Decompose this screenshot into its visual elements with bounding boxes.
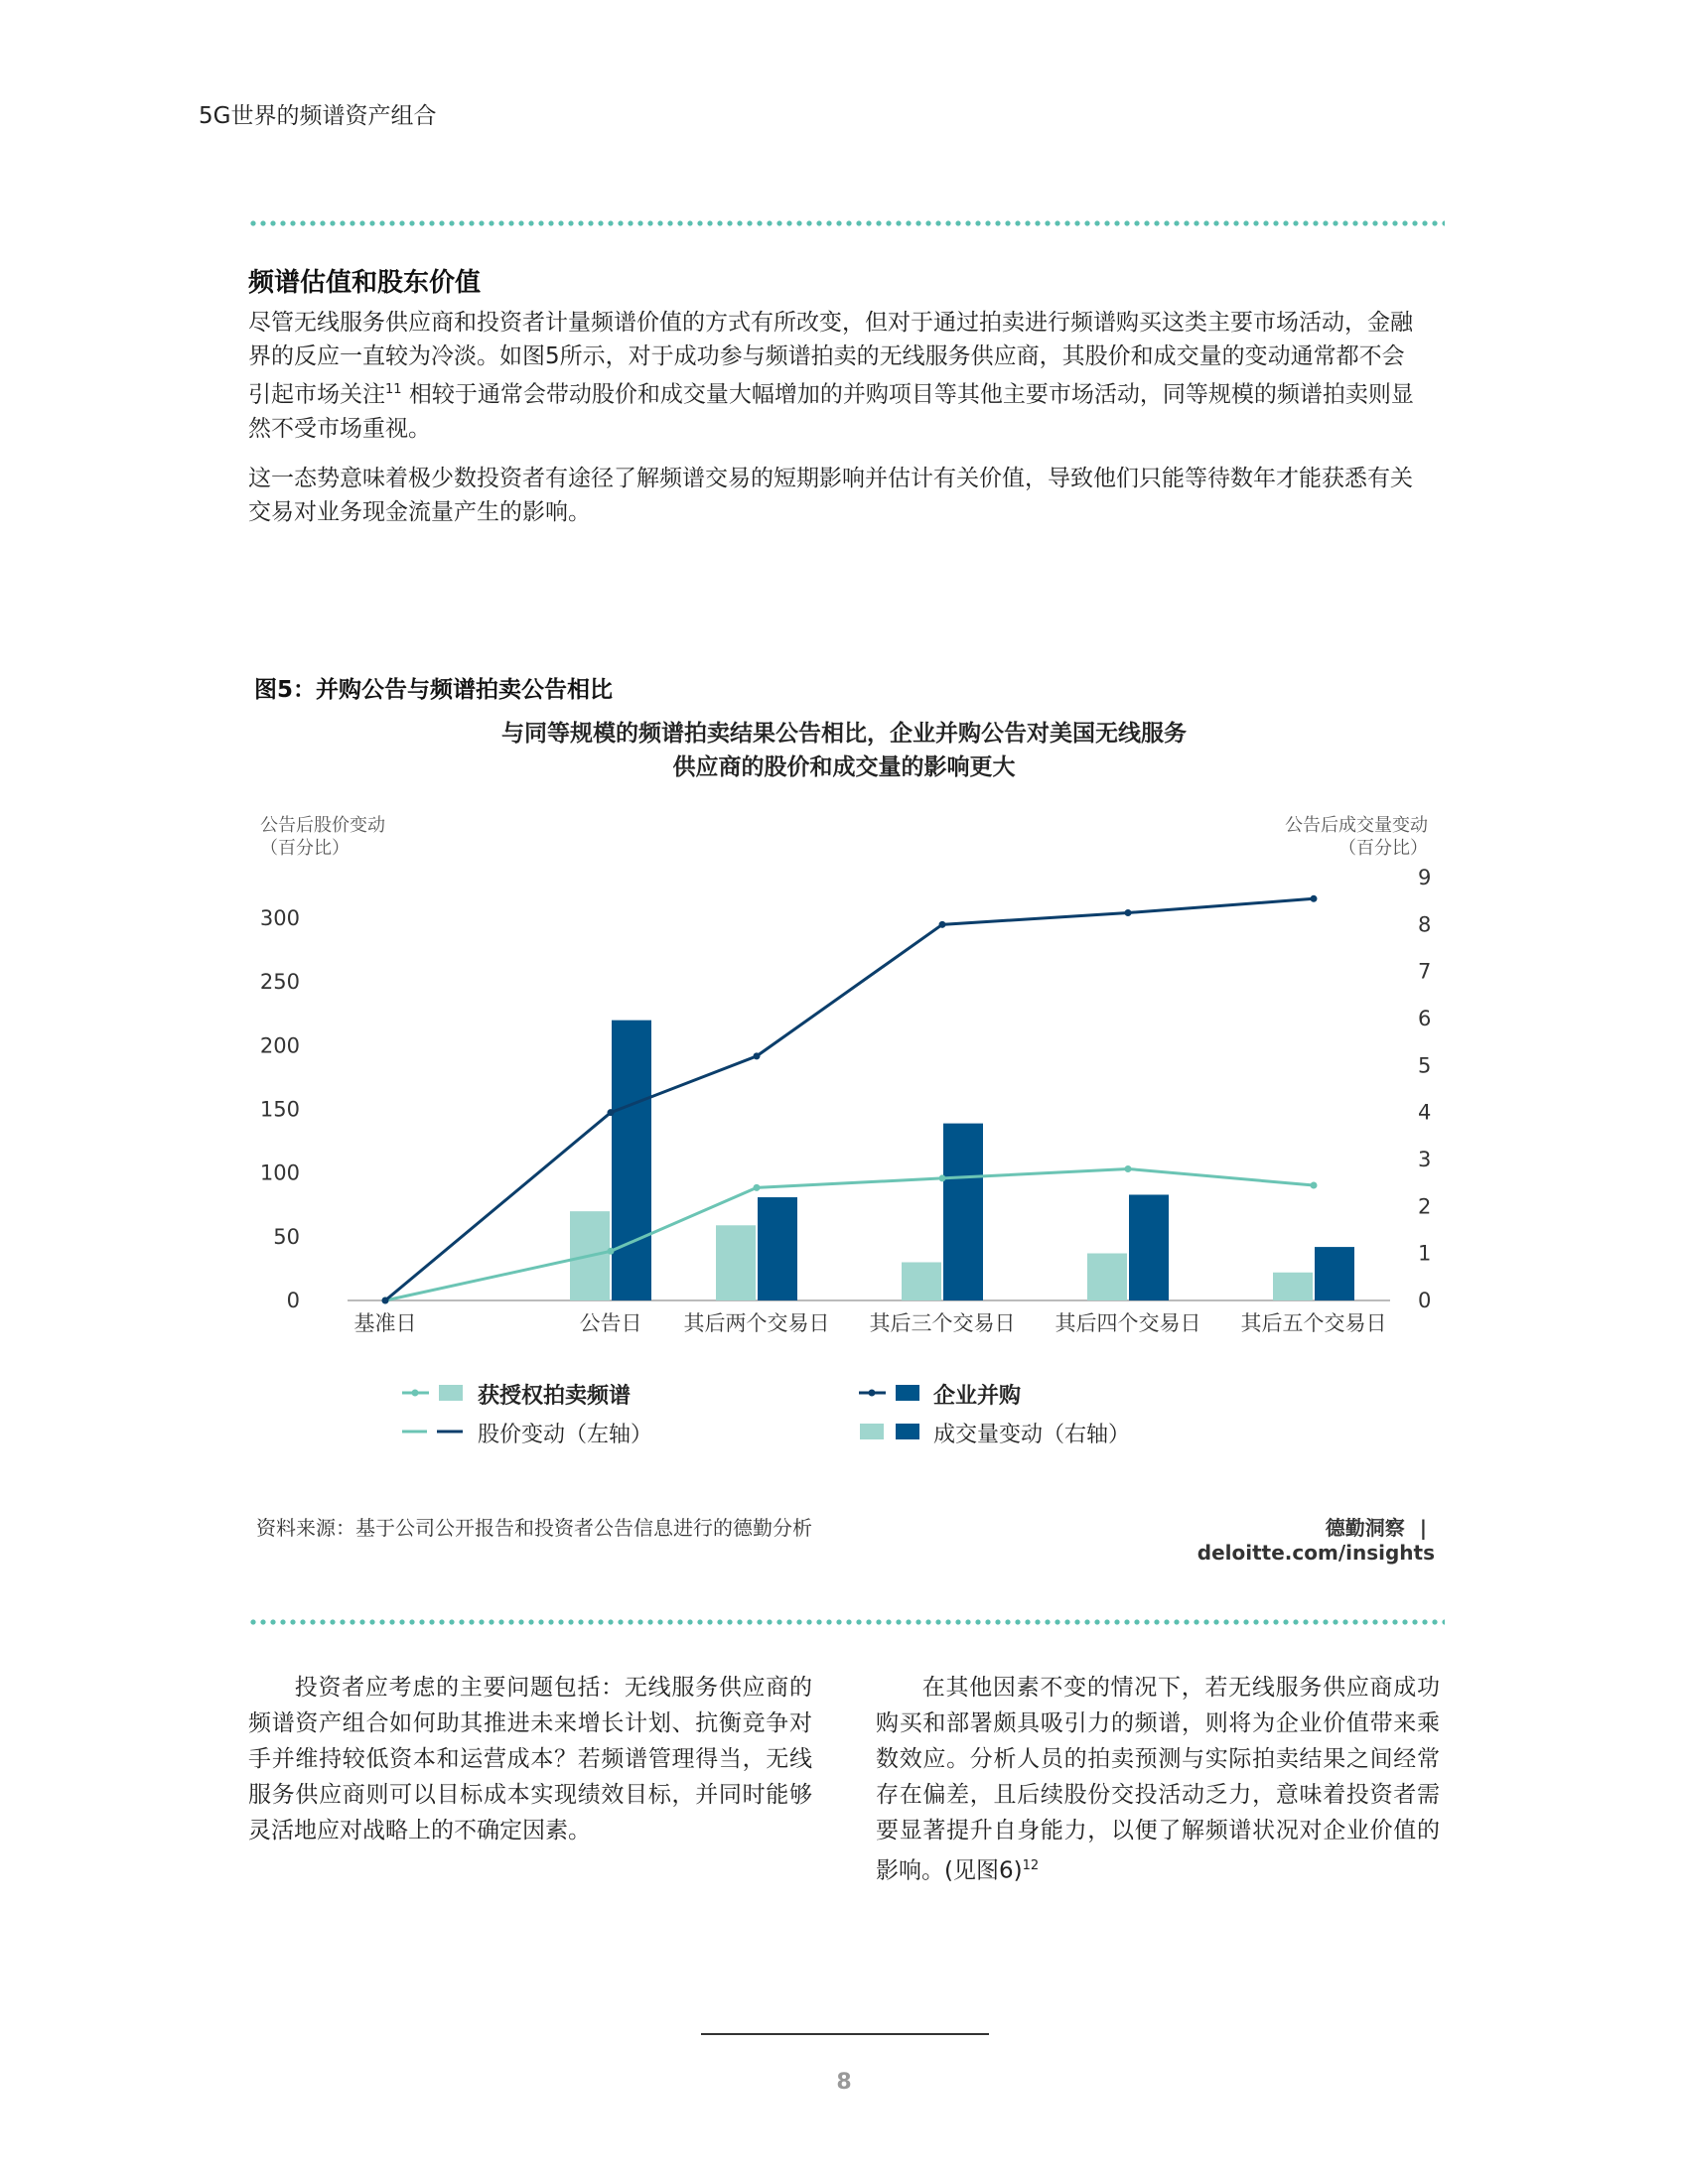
legend-ma-label: 企业并购 [933, 1384, 1022, 1409]
right-axis-tick-label: 2 [1418, 1194, 1432, 1219]
right-axis-tick-label: 1 [1418, 1241, 1432, 1266]
figure-label: 图5：并购公告与频谱拍卖公告相比 [254, 677, 614, 703]
x-axis-category-label: 其后五个交易日 [1240, 1311, 1387, 1335]
left-axis-title-line-1: 公告后股价变动 [260, 815, 385, 836]
right-axis-tick-label: 8 [1418, 912, 1432, 937]
left-axis-tick-label: 150 [259, 1097, 300, 1122]
right-axis-tick-label: 4 [1418, 1100, 1432, 1125]
chart-title-line-2: 供应商的股价和成交量的影响更大 [672, 754, 1016, 780]
brand-name: 德勤洞察 [1325, 1516, 1405, 1540]
footnote-ref-12[interactable]: 12 [1022, 1858, 1040, 1873]
left-axis-tick-label: 0 [286, 1289, 300, 1312]
right-axis-title-line-2: （百分比） [1338, 838, 1428, 859]
footer-rule [701, 2033, 989, 2035]
legend-price-label: 股价变动（左轴） [478, 1423, 653, 1447]
right-axis-tick-label: 5 [1418, 1053, 1432, 1078]
left-axis-tick-label: 300 [259, 906, 300, 930]
running-title: 5G世界的频谱资产组合 [199, 103, 437, 129]
legend-volume-swatch [860, 1424, 919, 1439]
paragraph-2: 这一态势意味着极少数投资者有途径了解频谱交易的短期影响并估计有关价值，导致他们只能等待数年才能获悉有关交易对业务现金流量产生的影响。 [248, 466, 1413, 525]
left-axis-title-line-2: （百分比） [260, 838, 350, 859]
left-axis-tick-label: 50 [273, 1224, 300, 1249]
right-axis-tick-label: 6 [1418, 1007, 1432, 1030]
page-number: 8 [836, 2070, 852, 2095]
body-column-left-text: 投资者应考虑的主要问题包括：无线服务供应商的频谱资产组合如何助其推进未来增长计划、抗衡竞争对手并维持较低资本和运营成本？若频谱管理得当，无线服务供应商则可以目标成本实现绩效目标，并同时能够灵活地应对战略上的不确定因素。 [248, 1675, 812, 1843]
right-axis-title-line-1: 公告后成交量变动 [1285, 815, 1428, 836]
brand-link[interactable]: deloitte.com/insights [1196, 1541, 1435, 1565]
x-axis-category-label: 其后三个交易日 [869, 1311, 1016, 1335]
right-axis-tick-label: 3 [1418, 1148, 1432, 1171]
body-column-left [248, 1670, 812, 1848]
right-axis-tick-label: 9 [1418, 866, 1432, 889]
figure-source: 资料来源：基于公司公开报告和投资者公告信息进行的德勤分析 [256, 1516, 812, 1540]
x-axis-category-label: 公告日 [579, 1311, 642, 1335]
dotted-divider-bottom [248, 1618, 1445, 1626]
x-axis-category-label: 其后两个交易日 [683, 1311, 830, 1335]
legend-ma-swatch [859, 1385, 919, 1401]
section-title: 频谱估值和股东价值 [248, 268, 482, 298]
x-axis-category-label: 基准日 [353, 1311, 417, 1335]
body-column-right-text: 在其他因素不变的情况下，若无线服务供应商成功购买和部署颇具吸引力的频谱，则将为企业价值带来乘数效应。分析人员的拍卖预测与实际拍卖结果之间经常存在偏差，且后续股份交投活动乏力，意味着投资者需要显著提升自身能力，以便了解频谱状况对企业价值的影响。(见图6) [876, 1675, 1440, 1884]
left-axis-tick-label: 200 [259, 1033, 300, 1058]
legend-spectrum-label: 获授权拍卖频谱 [478, 1384, 632, 1409]
left-axis-tick-label: 100 [259, 1160, 300, 1185]
right-axis-tick-label: 7 [1418, 959, 1432, 984]
legend-spectrum-swatch [402, 1385, 463, 1401]
right-axis-tick-label: 0 [1418, 1289, 1432, 1312]
left-axis-tick-label: 250 [259, 970, 300, 995]
chart-title-line-1: 与同等规模的频谱拍卖结果公告相比，企业并购公告对美国无线服务 [501, 721, 1187, 747]
paragraph-1-text: 尽管无线服务供应商和投资者计量频谱价值的方式有所改变，但对于通过拍卖进行频谱购买这类主要市场活动，金融界的反应一直较为冷淡。如图5所示，对于成功参与频谱拍卖的无线服务供应商，其股价和成交量的变动通常都不会引起市场关注 [248, 310, 1413, 408]
footnote-ref-11[interactable]: 11 [385, 382, 402, 397]
brand-credit [1092, 1512, 1435, 1565]
body-column-right [876, 1670, 1440, 1889]
x-axis-category-label: 其后四个交易日 [1055, 1311, 1201, 1335]
paragraph-1-rest: 相较于通常会带动股价和成交量大幅增加的并购项目等其他主要市场活动，同等规模的频谱拍卖则显然不受市场重视。 [248, 381, 1414, 442]
legend-volume-label: 成交量变动（右轴） [933, 1423, 1131, 1447]
brand-separator: | [1419, 1516, 1427, 1540]
